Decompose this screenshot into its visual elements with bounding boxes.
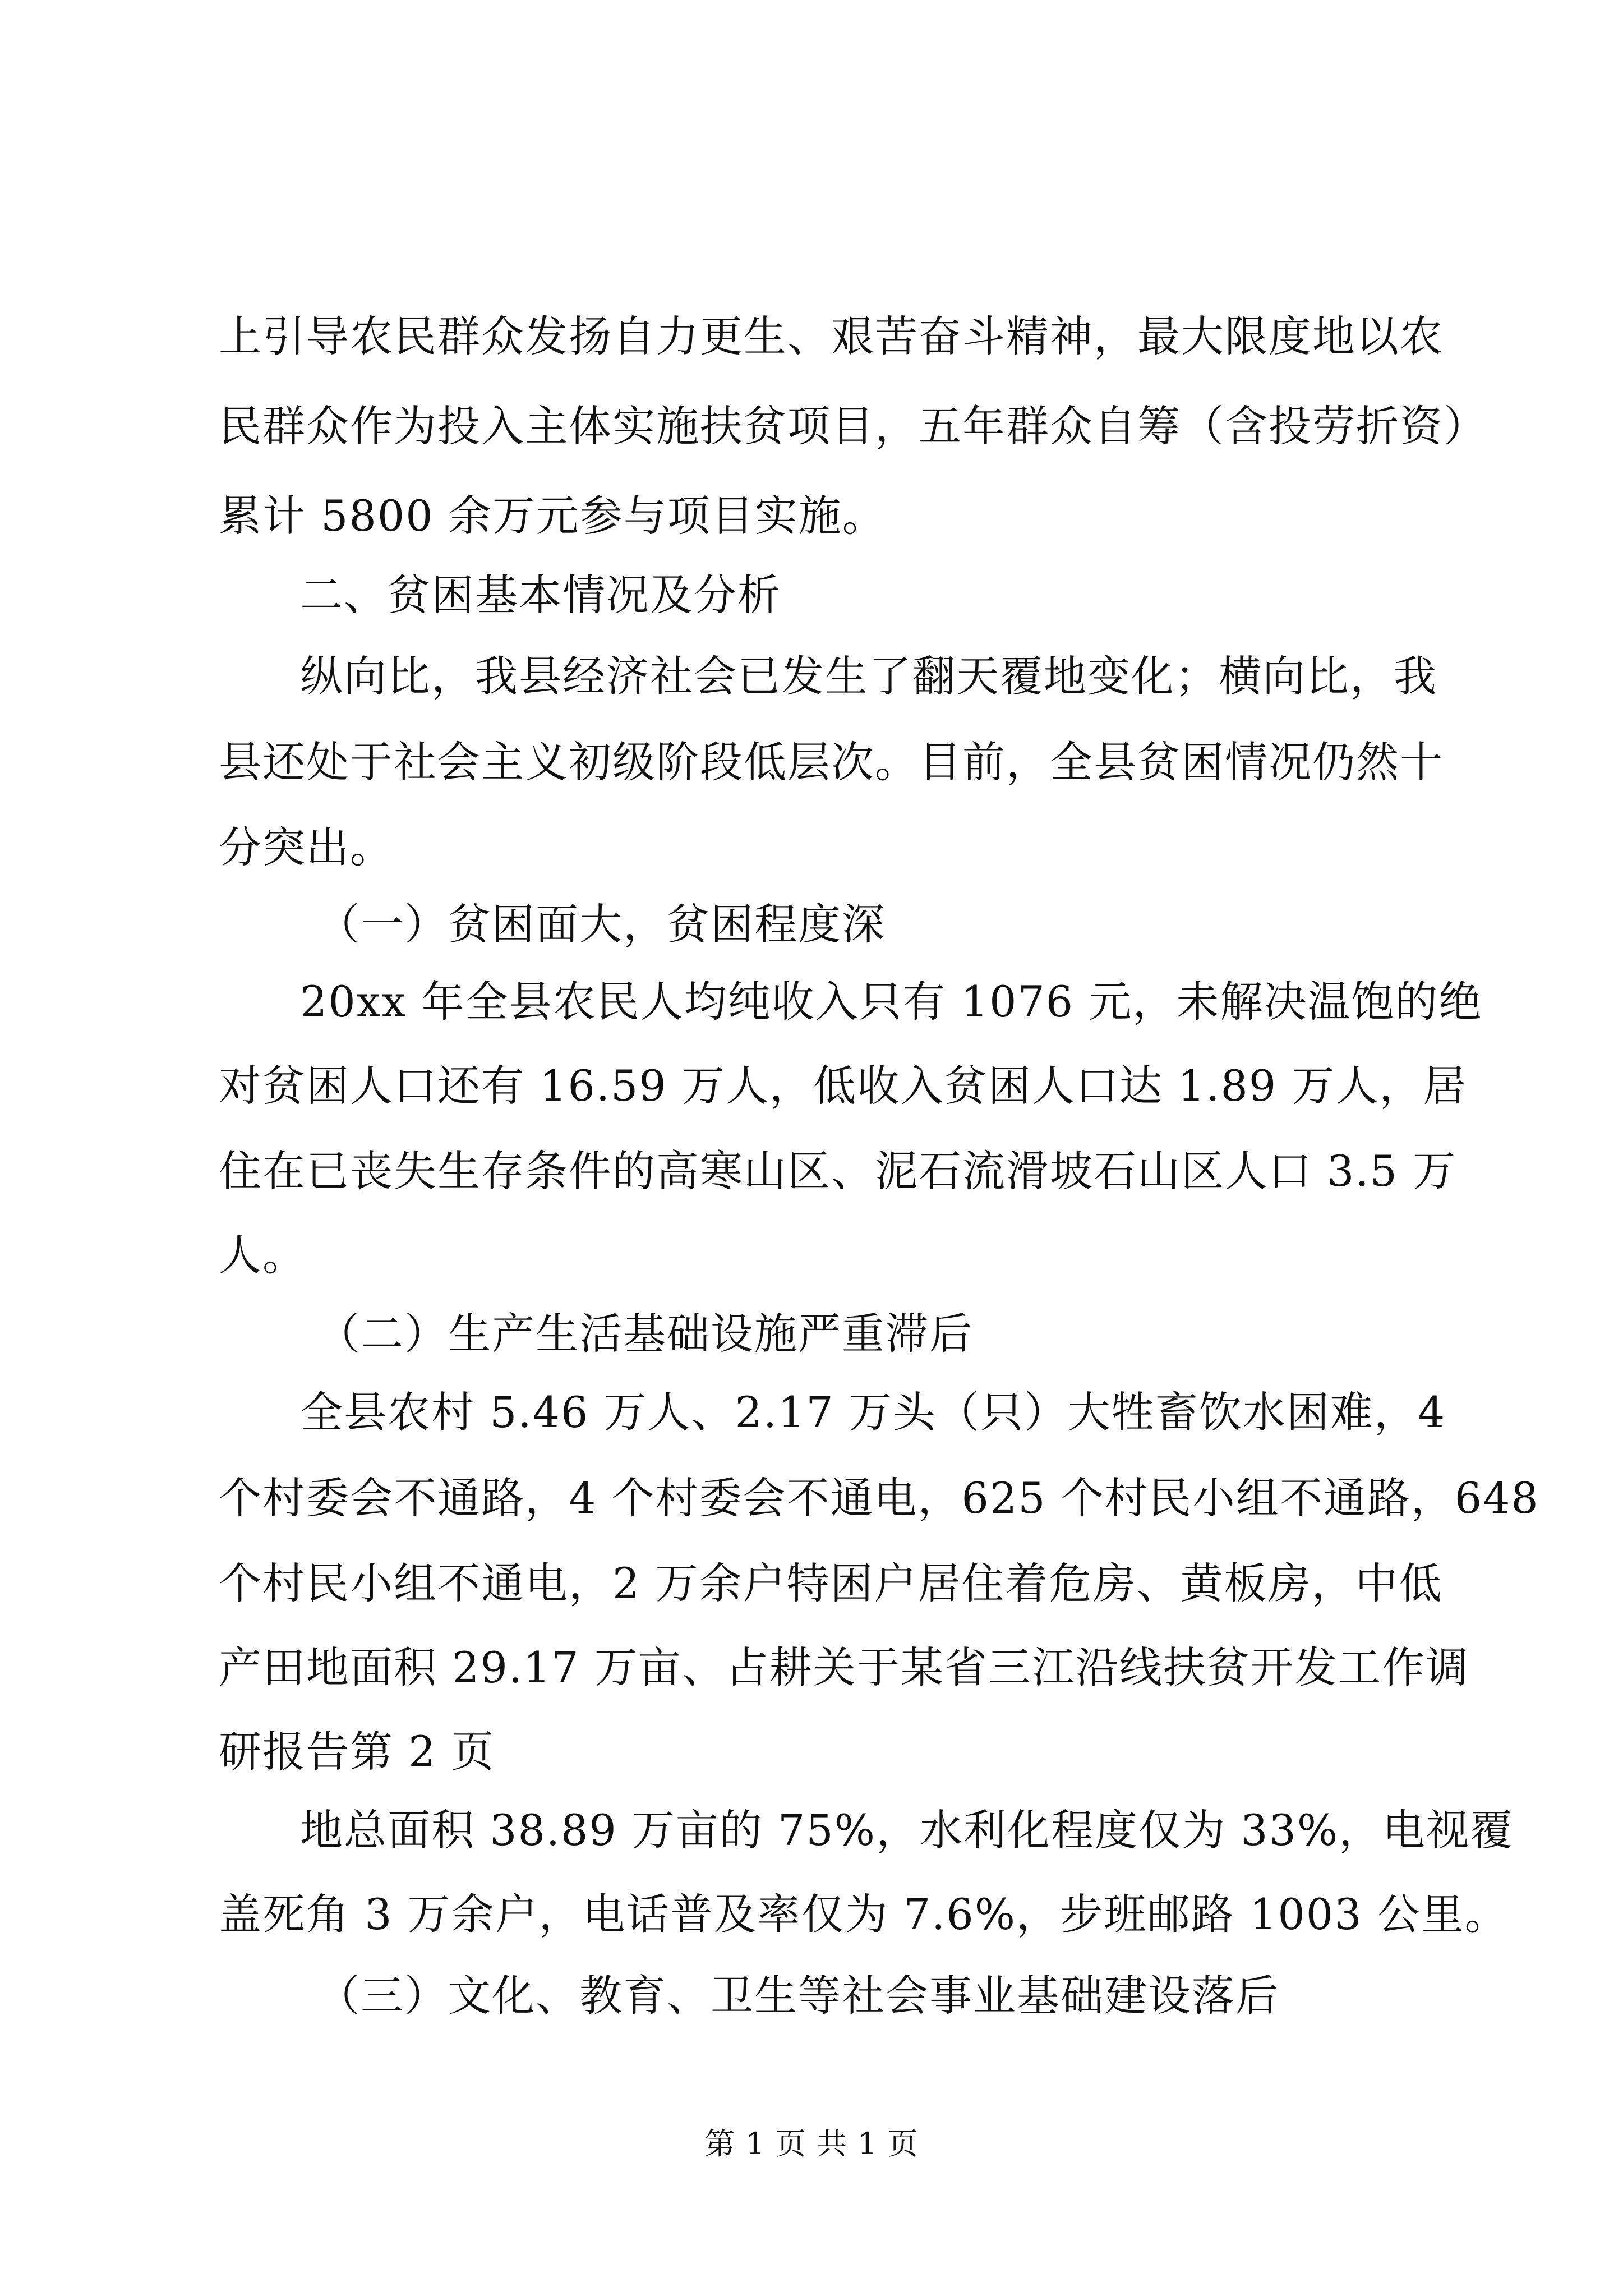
paragraph-line: 个村委会不通路，4 个村委会不通电，625 个村民小组不通路，648	[219, 1473, 1539, 1523]
paragraph-line: 县还处于社会主义初级阶段低层次。目前，全县贫困情况仍然十	[219, 737, 1444, 787]
paragraph-line: 住在已丧失生存条件的高寒山区、泥石流滑坡石山区人口 3.5 万	[219, 1146, 1457, 1196]
paragraph-line: 产田地面积 29.17 万亩、占耕关于某省三江沿线扶贫开发工作调	[219, 1642, 1469, 1692]
page-footer: 第 1 页 共 1 页	[704, 2126, 919, 2161]
subsection-heading: （一）贫困面大，贫困程度深	[317, 899, 886, 949]
paragraph-line: 20xx 年全县农民人均纯收入只有 1076 元，未解决温饱的绝	[300, 977, 1483, 1027]
paragraph-line: 民群众作为投入主体实施扶贫项目，五年群众自筹（含投劳折资）	[219, 401, 1487, 451]
paragraph-line: 上引导农民群众发扬自力更生、艰苦奋斗精神，最大限度地以农	[219, 311, 1444, 361]
paragraph-line: 全县农村 5.46 万人、2.17 万头（只）大牲畜饮水困难，4	[300, 1387, 1446, 1437]
paragraph-line: 对贫困人口还有 16.59 万人，低收入贫困人口达 1.89 万人，居	[219, 1061, 1467, 1111]
paragraph-line: 纵向比，我县经济社会已发生了翻天覆地变化；横向比，我	[300, 651, 1437, 701]
paragraph-line: 地总面积 38.89 万亩的 75%，水利化程度仅为 33%，电视覆	[300, 1805, 1514, 1855]
paragraph-line: 盖死角 3 万余户，电话普及率仅为 7.6%，步班邮路 1003 公里。	[219, 1889, 1509, 1939]
paragraph-line: 累计 5800 余万元参与项目实施。	[219, 491, 886, 541]
paragraph-line: 分突出。	[219, 822, 394, 872]
paragraph-line: 研报告第 2 页	[219, 1727, 495, 1777]
paragraph-line: 人。	[219, 1230, 306, 1280]
subsection-heading: （三）文化、教育、卫生等社会事业基础建设落后	[317, 1971, 1279, 2021]
section-heading: 二、贫困基本情况及分析	[300, 570, 781, 620]
subsection-heading: （二）生产生活基础设施严重滞后	[317, 1309, 973, 1359]
paragraph-line: 个村民小组不通电，2 万余户特困户居住着危房、黄板房，中低	[219, 1558, 1443, 1608]
